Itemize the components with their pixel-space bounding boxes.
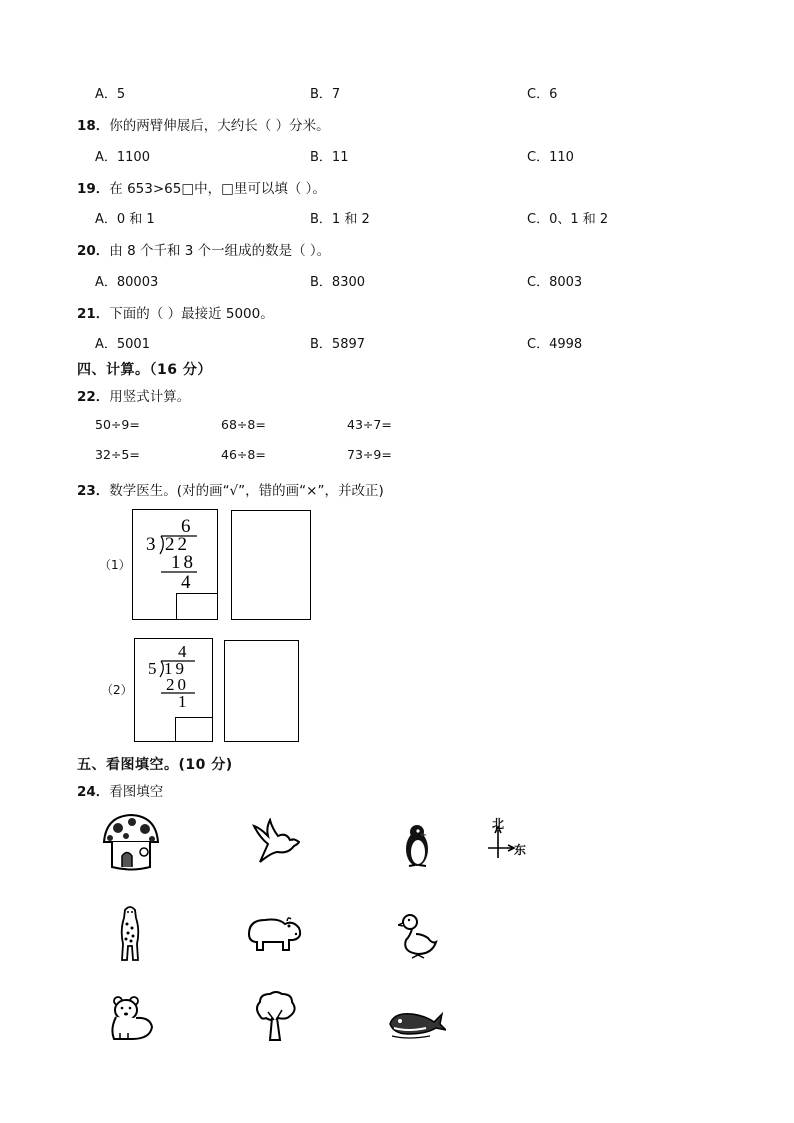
question-21 bbox=[77, 302, 274, 322]
check-box[interactable] bbox=[175, 717, 213, 742]
q21-option-a: A．5001 bbox=[95, 337, 150, 352]
hippo-icon bbox=[243, 912, 303, 954]
q19-option-c: C．0、1 和 2 bbox=[527, 212, 609, 227]
leopard-icon bbox=[116, 904, 144, 962]
section-5-heading: 五、看图填空。(10 分) bbox=[77, 757, 233, 773]
calc-item: 43÷7= bbox=[347, 417, 392, 432]
question-text: 在 653>65□中，□里可以填（ ）。 bbox=[109, 181, 326, 197]
question-number: 18． bbox=[77, 118, 110, 134]
q17-option-b: B．7 bbox=[310, 87, 341, 102]
question-number: 24． bbox=[77, 784, 110, 800]
calc-item: 32÷5= bbox=[95, 447, 140, 462]
q18-option-c: C．110 bbox=[527, 150, 574, 165]
check-box[interactable] bbox=[176, 593, 218, 620]
q18-option-a: A．1100 bbox=[95, 150, 150, 165]
question-text: 由 8 个千和 3 个一组成的数是（ ）。 bbox=[109, 243, 331, 259]
question-number: 20． bbox=[77, 243, 110, 259]
q20-option-a: A．80003 bbox=[95, 275, 159, 290]
question-22 bbox=[77, 385, 190, 405]
question-text: 看图填空 bbox=[109, 784, 164, 800]
duck-icon bbox=[398, 912, 438, 960]
quotient: 4 bbox=[178, 642, 187, 662]
division-box-2 bbox=[134, 638, 213, 742]
dove-icon bbox=[250, 818, 300, 866]
calc-item: 68÷8= bbox=[221, 417, 266, 432]
q20-option-b: B．8300 bbox=[310, 275, 366, 290]
division-box-1 bbox=[132, 509, 218, 620]
question-19 bbox=[77, 177, 326, 197]
q21-option-c: C．4998 bbox=[527, 337, 583, 352]
question-number: 23． bbox=[77, 483, 110, 499]
question-text: 你的两臂伸展后，大约长（ ）分米。 bbox=[109, 118, 330, 134]
question-text: 数学医生。(对的画“√”，错的画“×”，并改正) bbox=[109, 483, 384, 499]
section-4-heading: 四、计算。（16 分） bbox=[77, 362, 212, 378]
q23-label-1: （1） bbox=[99, 558, 131, 572]
question-number: 22． bbox=[77, 389, 110, 405]
question-text: 用竖式计算。 bbox=[109, 389, 191, 405]
calc-item: 46÷8= bbox=[221, 447, 266, 462]
q18-option-b: B．11 bbox=[310, 150, 349, 165]
calc-item: 50÷9= bbox=[95, 417, 140, 432]
product: 20 bbox=[166, 675, 190, 695]
product: 18 bbox=[171, 552, 197, 574]
divisor: 3 bbox=[146, 534, 156, 556]
q20-option-c: C．8003 bbox=[527, 275, 583, 290]
question-24 bbox=[77, 780, 163, 800]
question-20 bbox=[77, 239, 330, 259]
compass-icon bbox=[486, 818, 532, 862]
question-number: 19． bbox=[77, 181, 110, 197]
correction-box-2[interactable] bbox=[224, 640, 299, 742]
question-18 bbox=[77, 114, 330, 134]
question-23 bbox=[77, 479, 384, 499]
calc-item: 73÷9= bbox=[347, 447, 392, 462]
remainder: 4 bbox=[181, 572, 191, 594]
q19-option-a: A．0 和 1 bbox=[95, 212, 155, 227]
dividend: 19 bbox=[164, 659, 188, 679]
bear-icon bbox=[104, 993, 156, 1043]
question-text: 下面的（ ）最接近 5000。 bbox=[109, 306, 274, 322]
mushroom-house-icon bbox=[100, 812, 162, 872]
penguin-icon bbox=[401, 823, 433, 869]
q17-option-a: A．5 bbox=[95, 87, 126, 102]
dividend: 22 bbox=[165, 534, 191, 556]
quotient: 6 bbox=[181, 516, 191, 538]
q21-option-b: B．5897 bbox=[310, 337, 366, 352]
whale-icon bbox=[388, 1004, 446, 1040]
tree-icon bbox=[252, 990, 298, 1042]
divisor: 5 bbox=[148, 659, 157, 679]
remainder: 1 bbox=[178, 692, 187, 712]
question-number: 21． bbox=[77, 306, 110, 322]
correction-box-1[interactable] bbox=[231, 510, 311, 620]
north-label: 北 bbox=[492, 817, 505, 831]
east-label: 东 bbox=[514, 843, 527, 857]
q17-option-c: C．6 bbox=[527, 87, 558, 102]
q19-option-b: B．1 和 2 bbox=[310, 212, 370, 227]
q23-label-2: （2） bbox=[101, 683, 133, 697]
